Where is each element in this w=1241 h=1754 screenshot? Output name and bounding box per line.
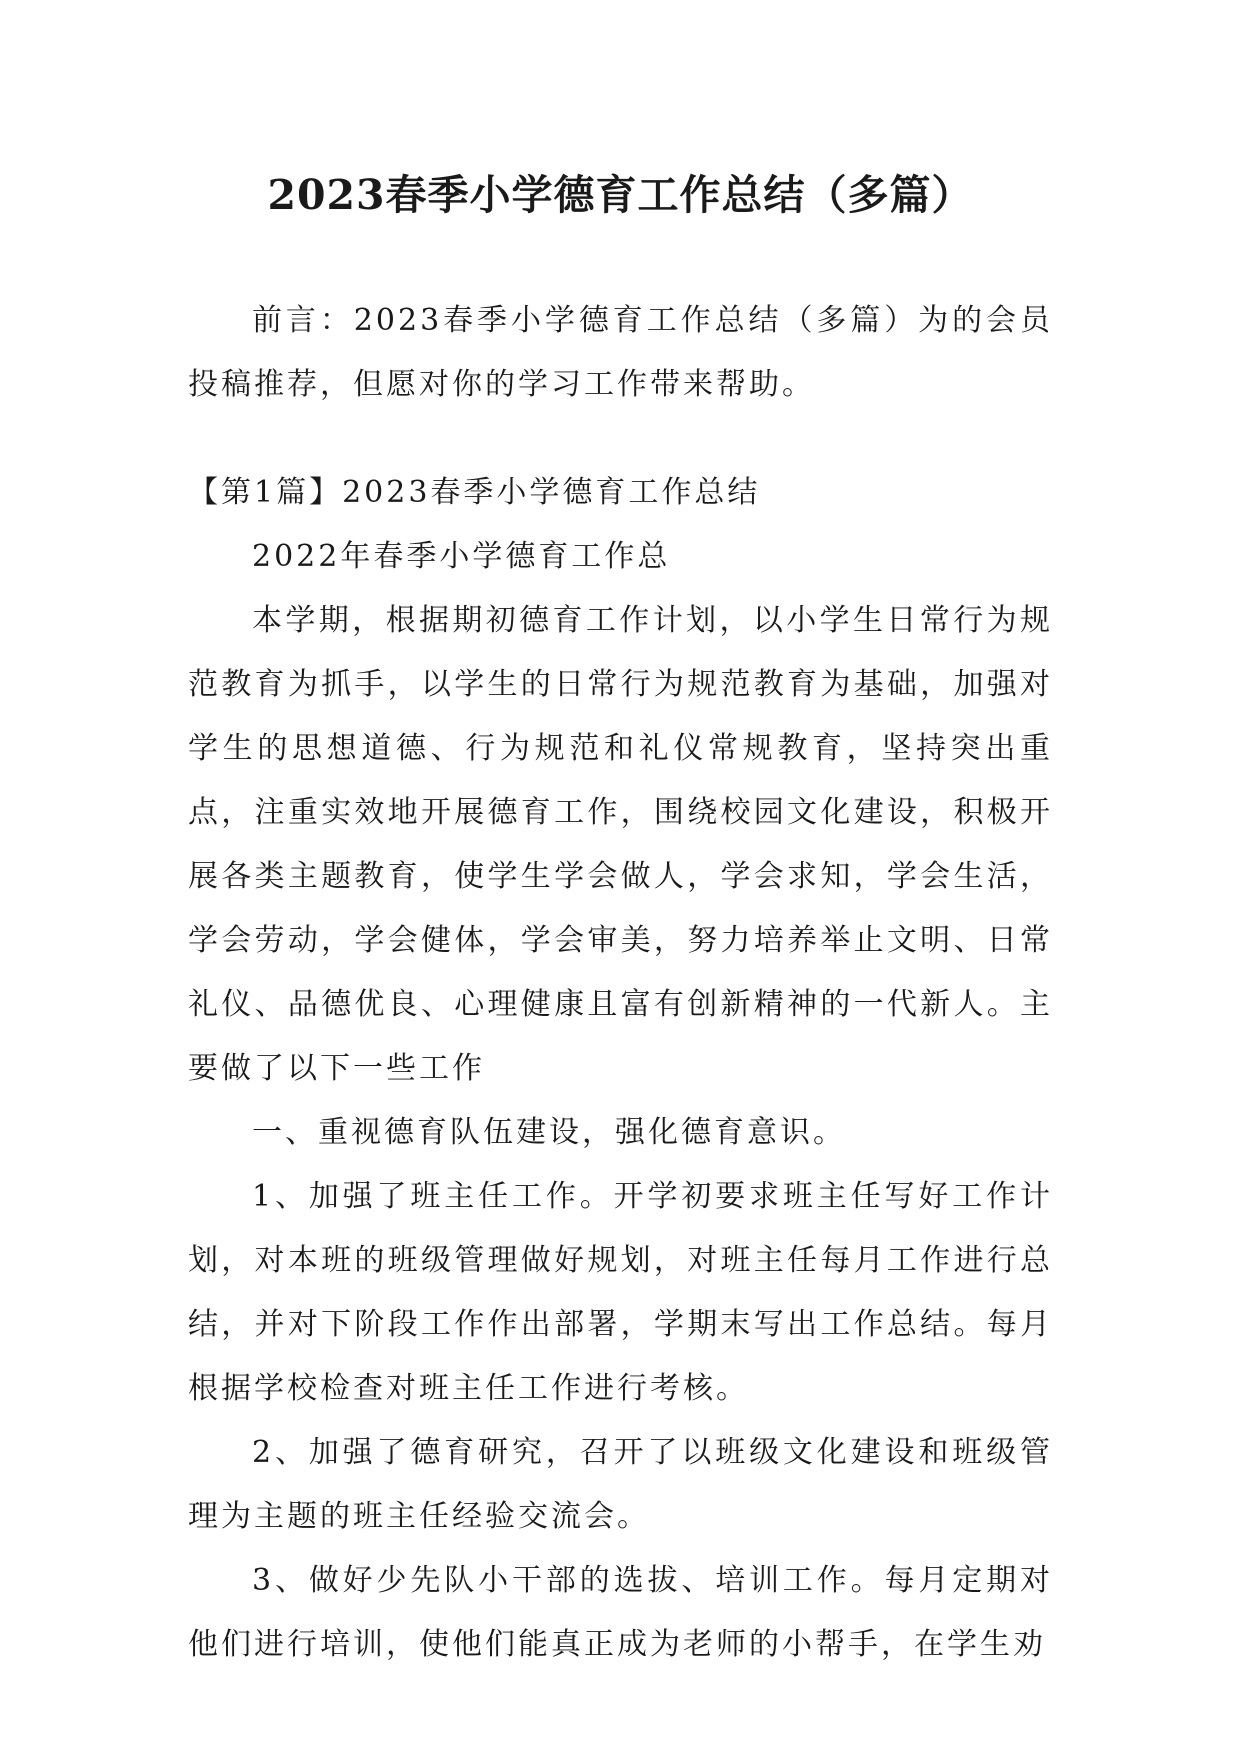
paragraph-section-one: 一、重视德育队伍建设，强化德育意识。	[252, 1115, 846, 1150]
article-body	[188, 461, 1053, 1677]
paragraph-item-2: 2、加强了德育研究，召开了以班级文化建设和班级管理为主题的班主任经验交流会。	[188, 1435, 1053, 1534]
article-subtitle: 2022年春季小学德育工作总	[252, 539, 671, 574]
document-title: 2023春季小学德育工作总结（多篇）	[267, 171, 974, 220]
section-heading: 【第1篇】2023春季小学德育工作总结	[188, 475, 761, 510]
paragraph-intro: 本学期，根据期初德育工作计划，以小学生日常行为规范教育为抓手，以学生的日常行为规范教育为基础，加强对学生的思想道德、行为规范和礼仪常规教育，坚持突出重点，注重实效地开展德育工作，围绕校园文化建设，积极开展各类主题教育，使学生学会做人，学会求知，学会生活，学会劳动，学会健体，学会审美，努力培养举止文明、日常礼仪、品德优良、心理健康且富有创新精神的一代新人。主要做了以下一些工作	[188, 603, 1053, 1086]
preface-paragraph: 前言：2023春季小学德育工作总结（多篇）为的会员投稿推荐，但愿对你的学习工作带来帮助。	[188, 303, 1053, 402]
preface-block	[188, 289, 1053, 417]
paragraph-item-3: 3、做好少先队小干部的选拔、培训工作。每月定期对他们进行培训，使他们能真正成为老师的小帮手，在学生劝	[188, 1563, 1053, 1662]
paragraph-item-1: 1、加强了班主任工作。开学初要求班主任写好工作计划，对本班的班级管理做好规划，对班主任每月工作进行总结，并对下阶段工作作出部署，学期末写出工作总结。每月根据学校检查对班主任工作进行考核。	[188, 1179, 1053, 1406]
